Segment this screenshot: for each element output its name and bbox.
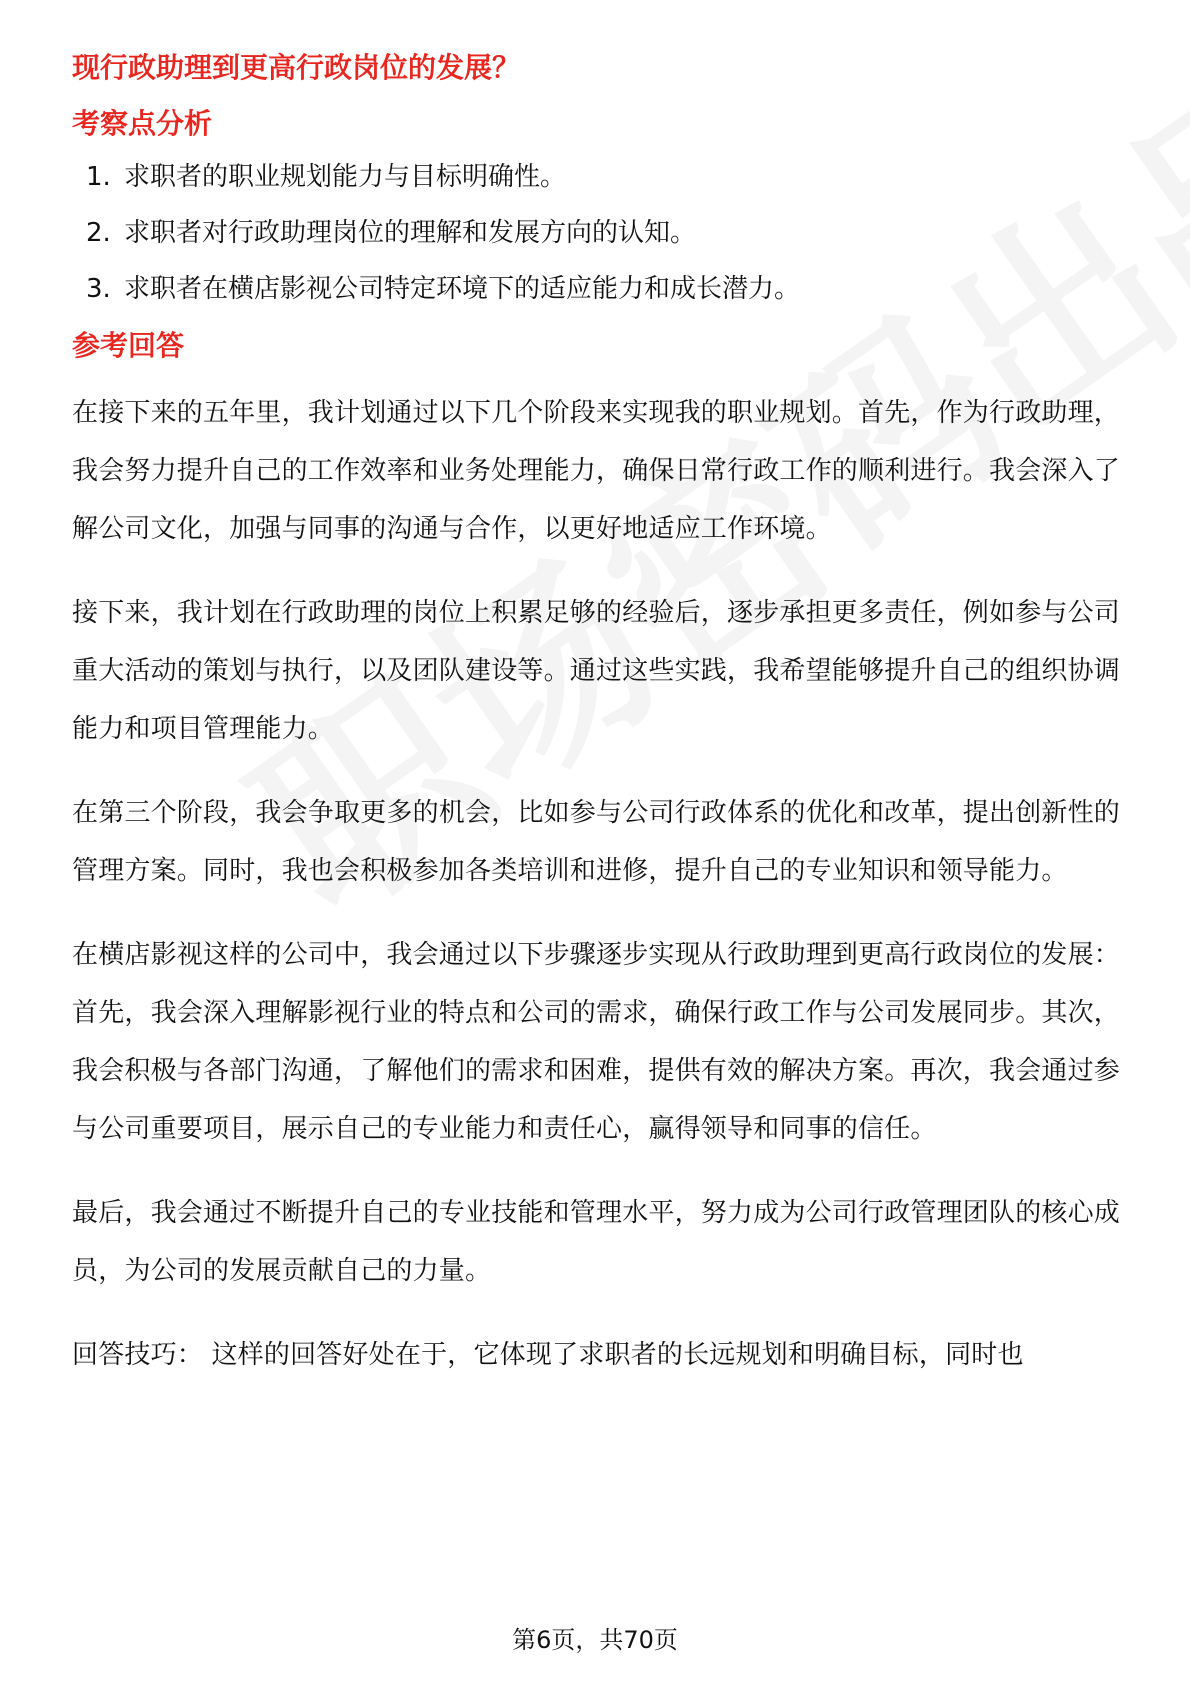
answer-paragraph: 接下来，我计划在行政助理的岗位上积累足够的经验后，逐步承担更多责任，例如参与公司重大活动的策划与执行，以及团队建设等。通过这些实践，我希望能够提升自己的组织协调能力和项目管理能力。 (72, 598, 1121, 744)
analysis-list (72, 158, 1122, 308)
list-item-text: 求职者对行政助理岗位的理解和发展方向的认知。 (124, 218, 697, 248)
answer-paragraph: 最后，我会通过不断提升自己的专业技能和管理水平，努力成为公司行政管理团队的核心成员，为公司的发展贡献自己的力量。 (72, 1198, 1121, 1286)
answer-paragraph: 在接下来的五年里，我计划通过以下几个阶段来实现我的职业规划。首先，作为行政助理，我会努力提升自己的工作效率和业务处理能力，确保日常行政工作的顺利进行。我会深入了解公司文化，加强与同事的沟通与合作，以更好地适应工作环境。 (72, 398, 1121, 544)
list-item-number: 1. (86, 162, 111, 192)
list-item (72, 214, 1122, 252)
answer-tips: 回答技巧： 这样的回答好处在于，它体现了求职者的长远规划和明确目标，同时也 (72, 1340, 1024, 1370)
list-item (72, 270, 1122, 308)
answer-heading: 参考回答 (72, 329, 185, 362)
question-title: 现行政助理到更高行政岗位的发展？ (72, 51, 521, 84)
page-number-footer: 第6页，共70页 (512, 1626, 678, 1654)
list-item (72, 158, 1122, 196)
answer-paragraph: 在第三个阶段，我会争取更多的机会，比如参与公司行政体系的优化和改革，提出创新性的管理方案。同时，我也会积极参加各类培训和进修，提升自己的专业知识和领导能力。 (72, 798, 1121, 886)
list-item-text: 求职者的职业规划能力与目标明确性。 (124, 162, 567, 192)
analysis-heading: 考察点分析 (72, 107, 213, 140)
answer-paragraph: 在横店影视这样的公司中，我会通过以下步骤逐步实现从行政助理到更高行政岗位的发展：首先，我会深入理解影视行业的特点和公司的需求，确保行政工作与公司发展同步。其次，我会积极与各部门沟通，了解他们的需求和困难，提供有效的解决方案。再次，我会通过参与公司重要项目，展示自己的专业能力和责任心，赢得领导和同事的信任。 (72, 940, 1121, 1144)
list-item-text: 求职者在横店影视公司特定环境下的适应能力和成长潜力。 (124, 274, 801, 304)
list-item-number: 3. (86, 274, 111, 304)
list-item-number: 2. (86, 218, 111, 248)
page-content (72, 48, 1122, 1410)
